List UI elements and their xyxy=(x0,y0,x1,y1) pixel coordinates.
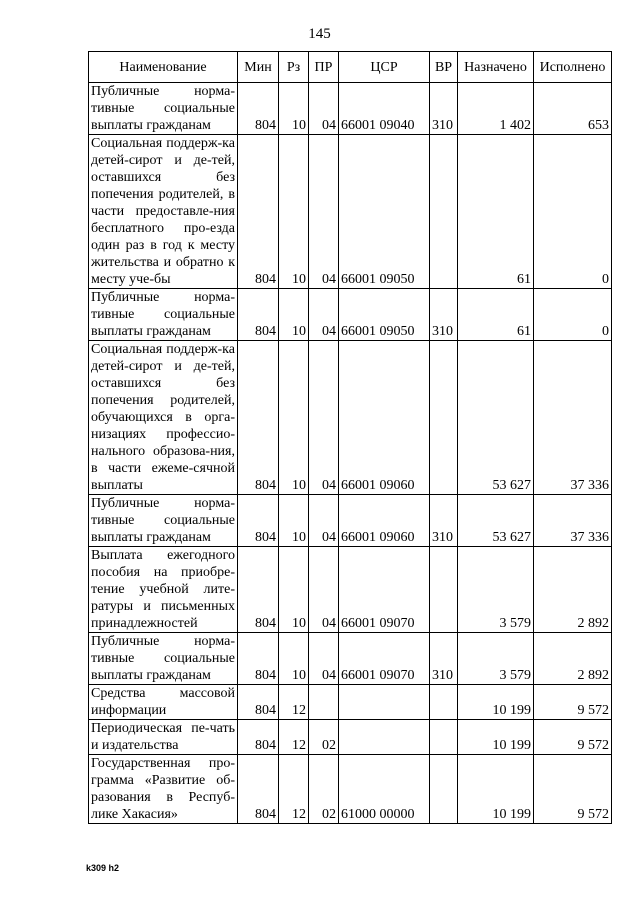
row-min: 804 xyxy=(238,341,279,495)
table-row xyxy=(89,720,612,755)
row-pr: 04 xyxy=(309,289,339,341)
table-row xyxy=(89,135,612,289)
row-vr xyxy=(430,135,458,289)
row-executed: 0 xyxy=(534,135,612,289)
row-vr xyxy=(430,547,458,633)
row-csr: 61000 00000 xyxy=(339,755,430,824)
table-row xyxy=(89,83,612,135)
row-assigned: 1 402 xyxy=(458,83,534,135)
row-vr: 310 xyxy=(430,83,458,135)
header-assigned: Назначено xyxy=(458,52,534,83)
row-pr: 02 xyxy=(309,720,339,755)
row-name: Публичные норма-тивные социальные выплаты гражданам xyxy=(89,289,238,341)
row-min: 804 xyxy=(238,720,279,755)
row-csr xyxy=(339,720,430,755)
row-min: 804 xyxy=(238,83,279,135)
header-pr: ПР xyxy=(309,52,339,83)
row-csr: 66001 09050 xyxy=(339,289,430,341)
row-vr xyxy=(430,341,458,495)
row-assigned: 10 199 xyxy=(458,755,534,824)
row-executed: 9 572 xyxy=(534,755,612,824)
row-vr: 310 xyxy=(430,289,458,341)
row-executed: 37 336 xyxy=(534,495,612,547)
row-csr: 66001 09070 xyxy=(339,633,430,685)
row-assigned: 10 199 xyxy=(458,685,534,720)
row-name: Средства массовой информации xyxy=(89,685,238,720)
row-name: Выплата ежегодного пособия на приобре-тение учебной лите-ратуры и письменных принадлежностей xyxy=(89,547,238,633)
table-row xyxy=(89,633,612,685)
row-vr: 310 xyxy=(430,495,458,547)
row-csr: 66001 09040 xyxy=(339,83,430,135)
row-executed: 653 xyxy=(534,83,612,135)
row-pr: 04 xyxy=(309,341,339,495)
table-row xyxy=(89,685,612,720)
row-name: Периодическая пе-чать и издательства xyxy=(89,720,238,755)
row-rz: 10 xyxy=(279,547,309,633)
row-min: 804 xyxy=(238,135,279,289)
header-vr: ВР xyxy=(430,52,458,83)
row-rz: 10 xyxy=(279,135,309,289)
row-vr xyxy=(430,755,458,824)
row-rz: 12 xyxy=(279,755,309,824)
row-pr: 04 xyxy=(309,633,339,685)
row-min: 804 xyxy=(238,495,279,547)
row-assigned: 3 579 xyxy=(458,633,534,685)
row-rz: 10 xyxy=(279,495,309,547)
row-name: Государственная про-грамма «Развитие об-разования в Респуб-лике Хакасия» xyxy=(89,755,238,824)
header-executed: Исполнено xyxy=(534,52,612,83)
row-executed: 9 572 xyxy=(534,720,612,755)
row-rz: 10 xyxy=(279,633,309,685)
row-assigned: 10 199 xyxy=(458,720,534,755)
table-row xyxy=(89,341,612,495)
row-pr: 04 xyxy=(309,547,339,633)
row-pr: 04 xyxy=(309,83,339,135)
row-min: 804 xyxy=(238,633,279,685)
table-row xyxy=(89,495,612,547)
header-name: Наименование xyxy=(89,52,238,83)
row-rz: 10 xyxy=(279,341,309,495)
row-name: Социальная поддерж-ка детей-сирот и де-тей, оставшихся без попечения родителей, в части предоставле-ния бесплатного про-езда один раз в год к месту жительства и обратно к месту уче-бы xyxy=(89,135,238,289)
row-assigned: 53 627 xyxy=(458,495,534,547)
row-pr: 04 xyxy=(309,135,339,289)
row-assigned: 61 xyxy=(458,289,534,341)
row-csr xyxy=(339,685,430,720)
table-row xyxy=(89,547,612,633)
row-rz: 12 xyxy=(279,685,309,720)
row-executed: 0 xyxy=(534,289,612,341)
row-min: 804 xyxy=(238,685,279,720)
footer-code: k309 h2 xyxy=(86,863,120,873)
row-executed: 37 336 xyxy=(534,341,612,495)
row-min: 804 xyxy=(238,547,279,633)
row-executed: 9 572 xyxy=(534,685,612,720)
row-assigned: 61 xyxy=(458,135,534,289)
row-rz: 10 xyxy=(279,289,309,341)
row-rz: 10 xyxy=(279,83,309,135)
row-name: Социальная поддерж-ка детей-сирот и де-тей, оставшихся без попечения родителей, обучающихся в орга-низациях профессио-нального образова-ния, в части ежеме-сячной выплаты xyxy=(89,341,238,495)
row-executed: 2 892 xyxy=(534,633,612,685)
page-number: 145 xyxy=(308,26,331,42)
header-min: Мин xyxy=(238,52,279,83)
row-csr: 66001 09050 xyxy=(339,135,430,289)
header-rz: Рз xyxy=(279,52,309,83)
table-header-row xyxy=(89,52,612,83)
row-min: 804 xyxy=(238,755,279,824)
row-name: Публичные норма-тивные социальные выплаты гражданам xyxy=(89,633,238,685)
row-rz: 12 xyxy=(279,720,309,755)
table-row xyxy=(89,289,612,341)
row-csr: 66001 09060 xyxy=(339,341,430,495)
row-pr: 04 xyxy=(309,495,339,547)
row-pr: 02 xyxy=(309,755,339,824)
budget-table xyxy=(88,51,612,824)
row-executed: 2 892 xyxy=(534,547,612,633)
row-name: Публичные норма-тивные социальные выплаты гражданам xyxy=(89,83,238,135)
row-csr: 66001 09060 xyxy=(339,495,430,547)
row-vr xyxy=(430,685,458,720)
row-pr xyxy=(309,685,339,720)
row-min: 804 xyxy=(238,289,279,341)
row-name: Публичные норма-тивные социальные выплаты гражданам xyxy=(89,495,238,547)
row-vr xyxy=(430,720,458,755)
table-row xyxy=(89,755,612,824)
row-vr: 310 xyxy=(430,633,458,685)
row-assigned: 53 627 xyxy=(458,341,534,495)
row-assigned: 3 579 xyxy=(458,547,534,633)
header-csr: ЦСР xyxy=(339,52,430,83)
row-csr: 66001 09070 xyxy=(339,547,430,633)
